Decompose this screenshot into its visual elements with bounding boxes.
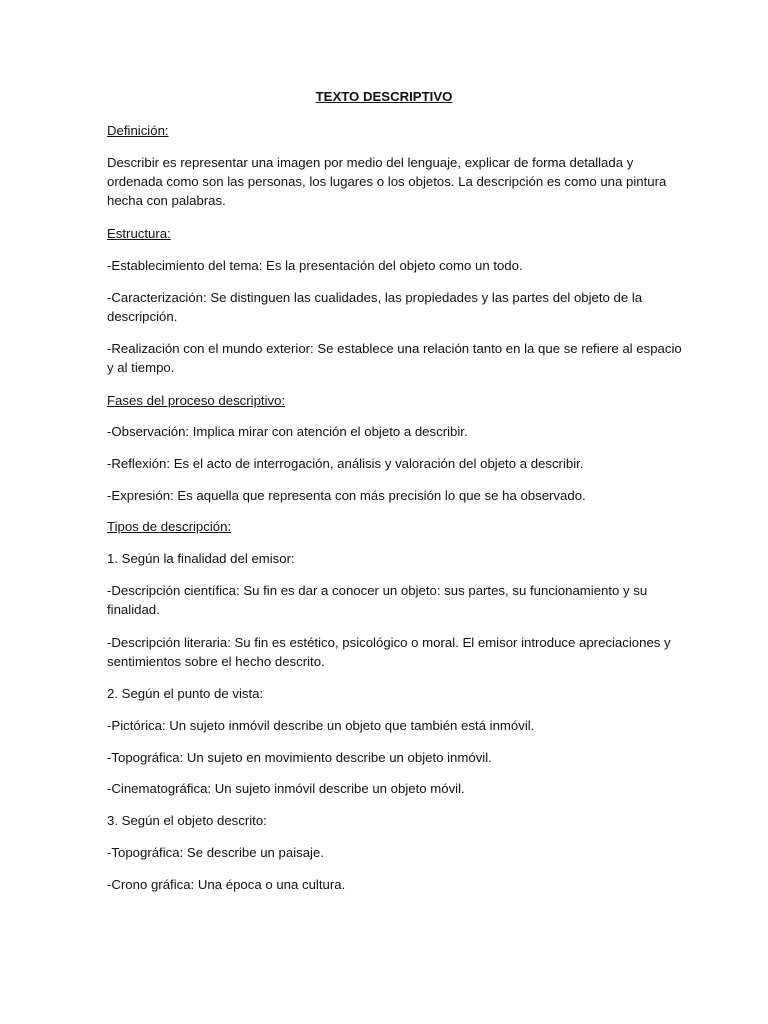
paragraph [107,549,295,568]
text-line: Tipos de descripción: [107,519,232,534]
text-line: -Observación: Implica mirar con atención el objeto a describir. [107,424,468,439]
text-line: -Topográfica: Se describe un paisaje. [107,845,324,860]
paragraph [107,633,671,671]
paragraph [107,339,682,377]
text-line: -Cinematográfica: Un sujeto inmóvil describe un objeto móvil. [107,781,465,796]
text-line: -Topográfica: Un sujeto en movimiento describe un objeto inmóvil. [107,750,492,765]
text-line: 1. Según la finalidad del emisor: [107,551,295,566]
section-heading [107,121,169,140]
paragraph [107,486,586,505]
paragraph [107,811,267,830]
paragraph [107,684,263,703]
paragraph [107,843,324,862]
section-heading [107,517,231,536]
section-heading [107,224,171,243]
text-line: -Expresión: Es aquella que representa con más precisión lo que se ha observado. [107,488,586,503]
text-line: descripción. [107,309,178,324]
paragraph [107,581,647,619]
text-line: Fases del proceso descriptivo: [107,393,286,408]
text-line: -Realización con el mundo exterior: Se establece una relación tanto en la que se refiere al espacio [107,341,682,356]
paragraph [107,716,534,735]
paragraph [107,748,492,767]
text-line: Estructura: [107,226,171,241]
text-line: y al tiempo. [107,360,175,375]
paragraph [107,256,523,275]
text-line: -Reflexión: Es el acto de interrogación, análisis y valoración del objeto a describir. [107,456,584,471]
text-line: -Descripción literaria: Su fin es estético, psicológico o moral. El emisor introduce apreciaciones y [107,635,671,650]
section-heading [107,391,285,410]
paragraph [107,875,345,894]
text-line: Definición: [107,123,169,138]
text-line: -Descripción científica: Su fin es dar a conocer un objeto: sus partes, su funcionamiento y su [107,583,648,598]
text-line: ordenada como son las personas, los lugares o los objetos. La descripción es como una pintura [107,174,667,189]
paragraph [107,454,583,473]
text-line: hecha con palabras. [107,193,226,208]
text-line: 2. Según el punto de vista: [107,686,264,701]
document-title: TEXTO DESCRIPTIVO [315,89,453,104]
paragraph [107,779,465,798]
text-line: 3. Según el objeto descrito: [107,813,267,828]
text-line: Describir es representar una imagen por medio del lenguaje, explicar de forma detallada y [107,155,634,170]
paragraph [107,422,468,441]
text-line: -Pictórica: Un sujeto inmóvil describe un objeto que también está inmóvil. [107,718,535,733]
paragraph [107,153,666,210]
text-line: -Crono gráfica: Una época o una cultura. [107,877,346,892]
text-line: sentimientos sobre el hecho descrito. [107,654,325,669]
paragraph [107,288,642,326]
text-line: finalidad. [107,602,160,617]
text-line: -Establecimiento del tema: Es la presentación del objeto como un todo. [107,258,523,273]
text-line: -Caracterización: Se distinguen las cualidades, las propiedades y las partes del objeto de la [107,290,643,305]
